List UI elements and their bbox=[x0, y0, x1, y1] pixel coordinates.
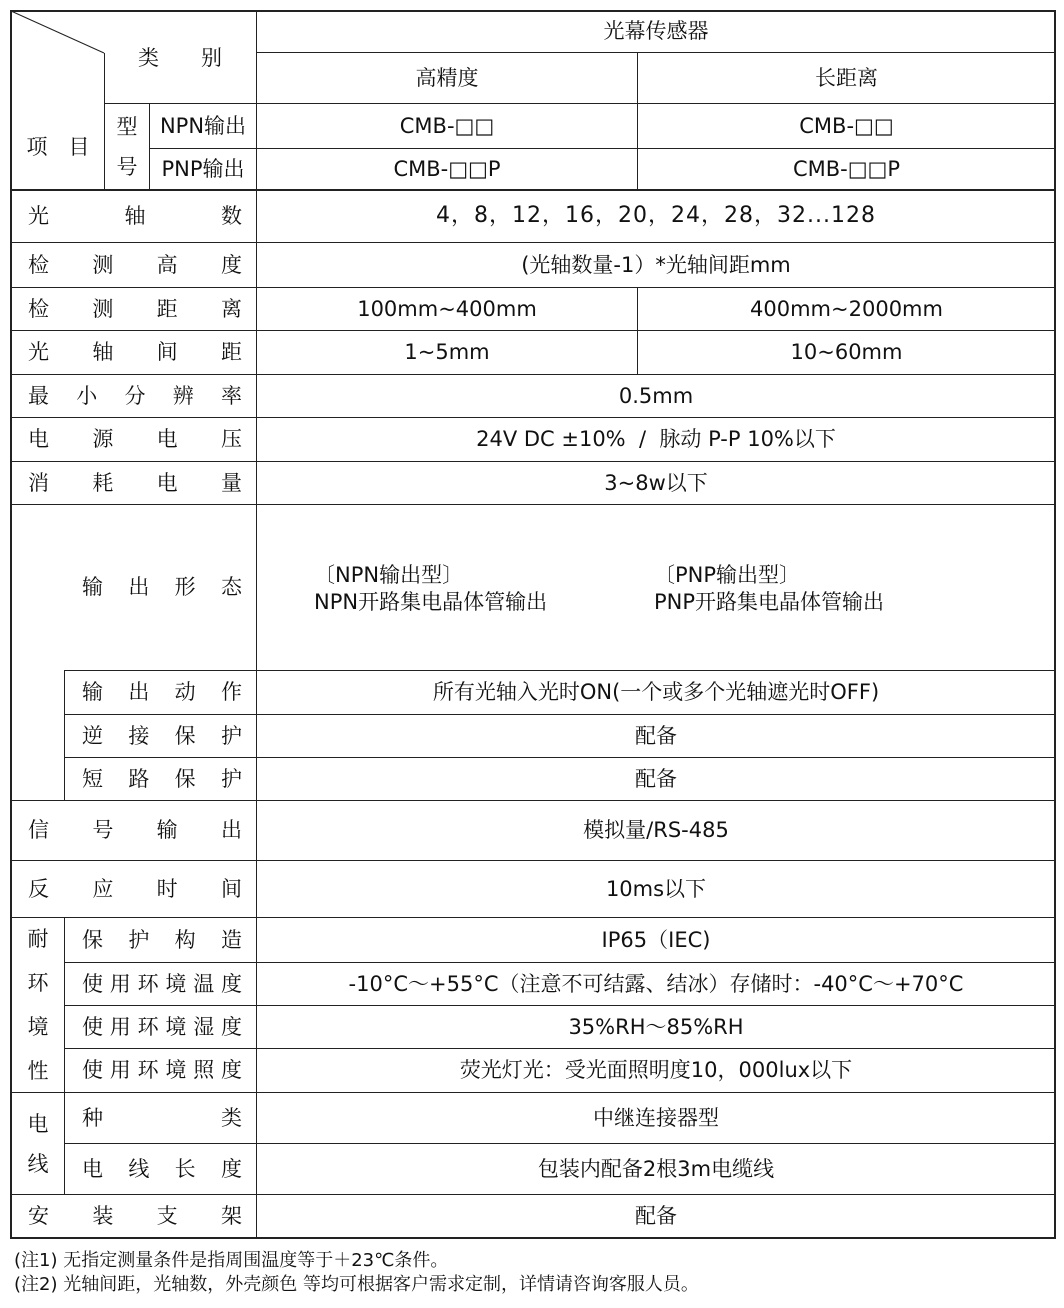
label-char: 距 bbox=[156, 296, 178, 321]
label-char: 环 bbox=[137, 1058, 159, 1083]
label-char: 类 bbox=[221, 1105, 242, 1130]
label-char: 度 bbox=[220, 1014, 242, 1039]
humidity-label bbox=[66, 1006, 256, 1048]
cable-length-label bbox=[66, 1144, 256, 1194]
npn-model-high-precision: CMB-□□ bbox=[399, 113, 495, 138]
label-char: 度 bbox=[220, 971, 242, 996]
detect-distance-high-precision: 100mm~400mm bbox=[357, 296, 537, 321]
label-char: 使 bbox=[82, 1014, 103, 1039]
detect-distance-label bbox=[12, 288, 256, 330]
label-char: 出 bbox=[128, 575, 150, 600]
mounting-value: 配备 bbox=[635, 1203, 677, 1228]
group-label-char: 电 bbox=[27, 1111, 49, 1136]
note-2: (注2) 光轴间距，光轴数，外壳颜色 等均可根据客户需求定制，详情请咨询客服人员。 bbox=[14, 1274, 699, 1295]
label-char: 数 bbox=[221, 203, 242, 228]
label-char: 度 bbox=[220, 252, 242, 277]
axis-pitch-high-precision: 1~5mm bbox=[404, 340, 490, 365]
label-char: 量 bbox=[220, 470, 242, 495]
label-char: 度 bbox=[220, 1156, 242, 1181]
npn-label: NPN输出 bbox=[159, 113, 247, 138]
label-char: 路 bbox=[128, 766, 150, 791]
axis-pitch-label bbox=[12, 331, 256, 374]
label-char: 种 bbox=[82, 1105, 103, 1130]
label-char: 作 bbox=[220, 680, 242, 705]
pnp-output-title: 〔PNP输出型〕 bbox=[654, 563, 801, 587]
label-char: 轴 bbox=[124, 203, 146, 228]
min-resolution-value: 0.5mm bbox=[618, 383, 694, 408]
label-char: 消 bbox=[28, 470, 49, 495]
label-char: 温 bbox=[193, 971, 215, 996]
label-char: 用 bbox=[109, 1014, 131, 1039]
group-label-char: 性 bbox=[27, 1059, 49, 1083]
detect-height-value: (光轴数量-1）*光轴间距mm bbox=[521, 252, 791, 277]
label-char: 出 bbox=[128, 680, 150, 705]
min-resolution-label bbox=[12, 375, 256, 417]
environment-group-divider bbox=[64, 917, 65, 1092]
reverse-protection-value: 配备 bbox=[635, 723, 677, 748]
label-char: 保 bbox=[82, 927, 103, 952]
pnp-label: PNP输出 bbox=[161, 157, 245, 182]
label-char: 电 bbox=[82, 1156, 103, 1181]
label-char: 检 bbox=[28, 252, 49, 277]
label-char: 轴 bbox=[92, 340, 114, 365]
label-char: 护 bbox=[220, 766, 242, 791]
label-char: 短 bbox=[82, 766, 103, 791]
protection-value: IP65（IEC) bbox=[601, 927, 711, 952]
protection-label bbox=[66, 918, 256, 962]
npn-output-title: 〔NPN输出型〕 bbox=[314, 563, 464, 587]
cable-length-value: 包装内配备2根3m电缆线 bbox=[537, 1156, 775, 1181]
label-char: 造 bbox=[220, 927, 242, 952]
label-char: 输 bbox=[82, 680, 103, 705]
label-char: 小 bbox=[76, 383, 98, 408]
label-char: 湿 bbox=[193, 1014, 215, 1039]
label-char: 架 bbox=[220, 1203, 242, 1228]
label-char: 装 bbox=[92, 1203, 114, 1228]
label-char: 输 bbox=[82, 575, 103, 600]
supply-voltage-value: 24V DC ±10% / 脉动 P-P 10%以下 bbox=[476, 427, 836, 452]
model-label bbox=[105, 104, 149, 190]
response-time-label bbox=[12, 861, 256, 917]
mounting-label bbox=[12, 1195, 256, 1237]
label-char: 用 bbox=[109, 1058, 131, 1083]
label-char: 支 bbox=[156, 1203, 178, 1228]
illumination-label bbox=[66, 1049, 256, 1092]
cable-type-label bbox=[66, 1093, 256, 1143]
label-char: 照 bbox=[193, 1058, 215, 1083]
npn-output-desc: NPN开路集电晶体管输出 bbox=[314, 590, 548, 614]
label-char: 率 bbox=[221, 383, 242, 408]
label-char: 保 bbox=[174, 766, 196, 791]
short-protection-label bbox=[66, 758, 256, 800]
label-char: 保 bbox=[174, 723, 196, 748]
axis-count-value: 4，8，12，16，20，24，28，32...128 bbox=[436, 203, 876, 229]
label-char: 长 bbox=[174, 1156, 196, 1181]
temperature-value: -10°C～+55°C（注意不可结露、结冰）存储时：-40°C～+70°C bbox=[348, 971, 964, 996]
label-char: 环 bbox=[137, 971, 159, 996]
power-consumption-label bbox=[12, 462, 256, 504]
label-char: 形 bbox=[174, 575, 196, 600]
label-char: 护 bbox=[220, 723, 242, 748]
label-char: 源 bbox=[92, 427, 114, 452]
label-char: 输 bbox=[156, 818, 178, 843]
table-border-bottom bbox=[10, 1237, 1056, 1239]
supply-voltage-label bbox=[12, 418, 256, 461]
pnp-model-high-precision: CMB-□□P bbox=[393, 157, 501, 182]
label-char: 线 bbox=[128, 1156, 150, 1181]
pnp-model-long-range: CMB-□□P bbox=[792, 157, 901, 182]
label-char: 光 bbox=[28, 340, 49, 365]
cable-group-divider bbox=[64, 1092, 65, 1194]
signal-output-value: 模拟量/RS-485 bbox=[583, 818, 729, 843]
group-label-char: 耐 bbox=[27, 927, 49, 951]
model-label-text: 型号 bbox=[116, 115, 138, 179]
label-char: 出 bbox=[220, 818, 242, 843]
label-char: 距 bbox=[220, 340, 242, 365]
label-char: 度 bbox=[220, 1058, 242, 1083]
label-char: 电 bbox=[28, 427, 49, 452]
group-label-char: 线 bbox=[27, 1151, 49, 1176]
label-char: 间 bbox=[156, 340, 178, 365]
npn-model-long-range: CMB-□□ bbox=[799, 113, 894, 138]
label-char: 动 bbox=[174, 680, 196, 705]
cable-type-value: 中继连接器型 bbox=[593, 1105, 719, 1130]
label-char: 间 bbox=[220, 876, 242, 901]
environment-group-label bbox=[12, 918, 64, 1092]
output-action-value: 所有光轴入光时ON(一个或多个光轴遮光时OFF) bbox=[432, 680, 880, 705]
label-char: 用 bbox=[109, 971, 131, 996]
humidity-value: 35%RH～85%RH bbox=[568, 1014, 744, 1039]
label-char: 号 bbox=[92, 818, 114, 843]
label-char: 压 bbox=[220, 427, 242, 452]
label-char: 电 bbox=[156, 470, 178, 495]
label-char: 护 bbox=[128, 927, 150, 952]
label-char: 使 bbox=[82, 971, 103, 996]
label-char: 构 bbox=[174, 927, 196, 952]
signal-output-label bbox=[12, 801, 256, 860]
label-char: 电 bbox=[156, 427, 178, 452]
label-char: 境 bbox=[165, 1058, 187, 1083]
label-char: 逆 bbox=[82, 723, 103, 748]
label-char: 应 bbox=[92, 876, 114, 901]
label-char: 安 bbox=[28, 1203, 49, 1228]
response-time-value: 10ms以下 bbox=[605, 876, 707, 901]
temperature-label bbox=[66, 963, 256, 1005]
label-char: 接 bbox=[128, 723, 150, 748]
label-char: 辨 bbox=[172, 383, 194, 408]
category-label: 类 别 bbox=[138, 45, 222, 70]
label-char: 境 bbox=[165, 971, 187, 996]
power-consumption-value: 3~8w以下 bbox=[604, 470, 708, 495]
col-high-precision: 高精度 bbox=[415, 65, 479, 90]
group-label-char: 境 bbox=[27, 1015, 49, 1039]
group-label-char: 环 bbox=[27, 971, 49, 995]
detect-height-label bbox=[12, 243, 256, 287]
illumination-value: 荧光灯光：受光面照明度10，000lux以下 bbox=[459, 1058, 853, 1083]
label-char: 境 bbox=[165, 1014, 187, 1039]
label-char: 最 bbox=[28, 383, 49, 408]
label-char: 使 bbox=[82, 1058, 103, 1083]
short-protection-value: 配备 bbox=[635, 766, 677, 791]
label-char: 信 bbox=[28, 818, 49, 843]
label-char: 测 bbox=[92, 296, 114, 321]
output-action-label bbox=[66, 671, 256, 714]
product-title: 光幕传感器 bbox=[603, 19, 709, 44]
reverse-protection-label bbox=[66, 715, 256, 757]
label-char: 分 bbox=[124, 383, 146, 408]
label-char: 测 bbox=[92, 252, 114, 277]
label-char: 态 bbox=[220, 575, 242, 600]
cable-group-label bbox=[12, 1093, 64, 1194]
axis-count-label bbox=[12, 190, 256, 242]
detect-distance-long-range: 400mm~2000mm bbox=[750, 296, 943, 321]
label-char: 反 bbox=[28, 876, 49, 901]
col-long-range: 长距离 bbox=[815, 65, 878, 90]
label-char: 光 bbox=[28, 203, 49, 228]
label-char: 时 bbox=[156, 876, 178, 901]
axis-pitch-long-range: 10~60mm bbox=[790, 340, 903, 365]
note-1: (注1) 无指定测量条件是指周围温度等于＋23℃条件。 bbox=[14, 1250, 449, 1271]
pnp-output-desc: PNP开路集电晶体管输出 bbox=[654, 590, 885, 614]
output-group-divider bbox=[64, 670, 65, 800]
output-form-label bbox=[66, 505, 256, 670]
label-char: 检 bbox=[28, 296, 49, 321]
label-char: 环 bbox=[137, 1014, 159, 1039]
label-char: 耗 bbox=[92, 470, 114, 495]
label-char: 离 bbox=[220, 296, 242, 321]
item-label: 项 目 bbox=[26, 134, 90, 159]
label-char: 高 bbox=[156, 252, 178, 277]
